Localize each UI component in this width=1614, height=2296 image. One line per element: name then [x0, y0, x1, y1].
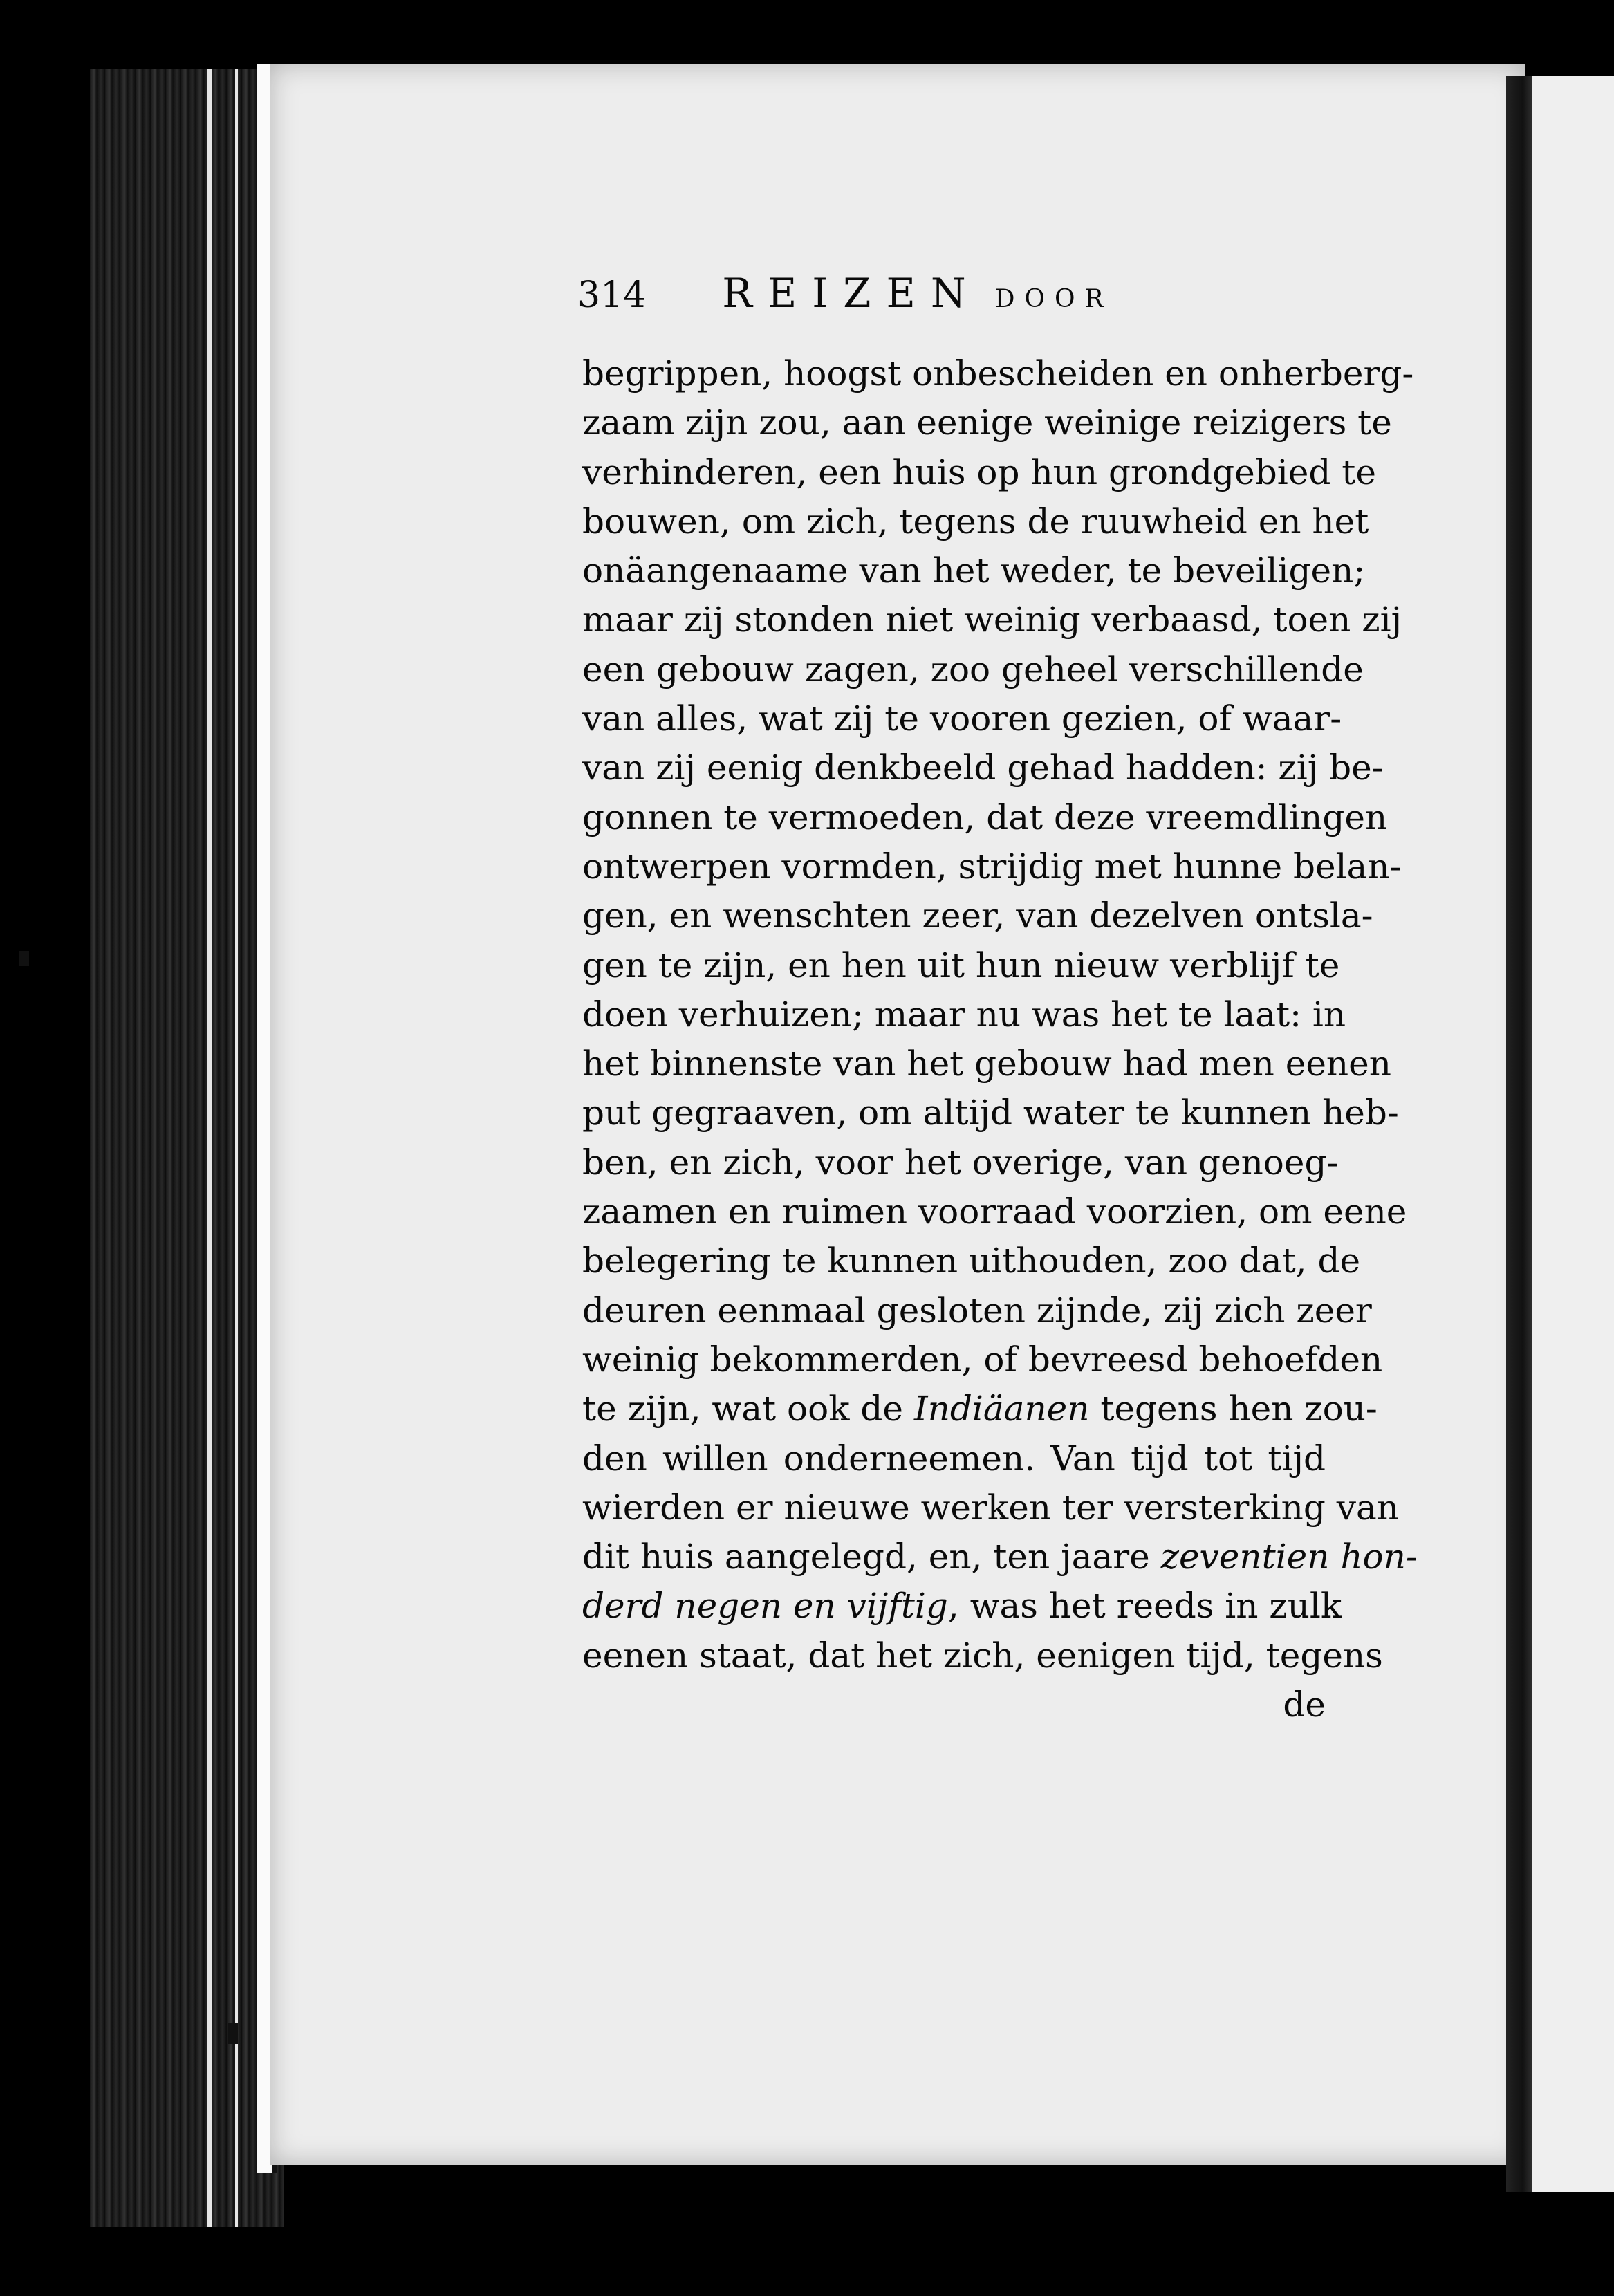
- book-page-edges: [90, 69, 284, 2227]
- text-segment: eenen staat, dat het zich, eenigen tijd, tegens: [582, 1635, 1383, 1676]
- running-title: REIZEN: [722, 270, 981, 317]
- text-segment: onäangenaame van het weder, te beveiligen;: [582, 550, 1366, 591]
- text-line: [582, 349, 1414, 398]
- text-line: [582, 1434, 1326, 1483]
- text-segment: belegering te kunnen uithouden, zoo dat, de: [582, 1241, 1361, 1281]
- text-segment: verhinderen, een huis op hun grondgebied te: [582, 452, 1376, 492]
- scan-speck: [19, 951, 29, 966]
- text-line: [582, 793, 1388, 842]
- text-segment: zaam zijn zou, aan eenige weinige reizigers te: [582, 402, 1392, 443]
- running-header: [577, 270, 1324, 325]
- text-line: [582, 645, 1364, 694]
- text-segment: deuren eenmaal gesloten zijnde, zij zich zeer: [582, 1290, 1372, 1331]
- text-line: [582, 1138, 1339, 1187]
- text-line: [582, 1582, 1342, 1631]
- text-segment: te zijn, wat ook de: [582, 1389, 914, 1429]
- text-line: [582, 1385, 1378, 1434]
- text-segment: gonnen te vermoeden, dat deze vreemdlingen: [582, 797, 1388, 837]
- text-line: [582, 448, 1376, 497]
- text-line: [582, 497, 1369, 546]
- text-segment: ontwerpen vormden, strijdig met hunne belan-: [582, 846, 1402, 887]
- text-segment: zaamen en ruimen voorraad voorzien, om eene: [582, 1192, 1407, 1232]
- text-line: [582, 1039, 1391, 1089]
- text-line: [582, 941, 1340, 990]
- body-text: [582, 349, 1418, 1730]
- text-line: [582, 743, 1384, 793]
- text-line: [582, 1631, 1383, 1681]
- text-line: [582, 1286, 1372, 1335]
- text-line: [582, 398, 1392, 447]
- text-segment: ben, en zich, voor het overige, van genoeg-: [582, 1142, 1339, 1183]
- text-line: [582, 1237, 1361, 1286]
- text-line: [582, 546, 1366, 595]
- italic-text-segment: Indiäanen: [913, 1389, 1090, 1429]
- text-line: [582, 1335, 1383, 1385]
- catchword: de: [1283, 1685, 1326, 1725]
- text-line: [582, 891, 1373, 941]
- text-segment: put gegraaven, om altijd water te kunnen heb-: [582, 1093, 1399, 1133]
- text-segment: gen te zijn, en hen uit hun nieuw verblijf te: [582, 945, 1340, 985]
- text-line: [582, 595, 1402, 645]
- text-line: [582, 842, 1402, 891]
- text-segment: doen verhuizen; maar nu was het te laat: in: [582, 994, 1346, 1035]
- text-segment: dit huis aangelegd, en, ten jaare: [582, 1537, 1161, 1577]
- text-line: [582, 1483, 1400, 1533]
- italic-text-segment: zeventien hon-: [1160, 1537, 1418, 1577]
- text-segment: begrippen, hoogst onbescheiden en onherberg-: [582, 353, 1414, 394]
- text-line: [582, 1533, 1418, 1582]
- text-line: [582, 1089, 1399, 1138]
- text-line: [582, 990, 1346, 1039]
- text-segment: tegens hen zou-: [1089, 1389, 1378, 1429]
- running-subtitle: DOOR: [994, 285, 1113, 313]
- text-segment: het binnenste van het gebouw had men eenen: [582, 1044, 1391, 1084]
- page-number: 314: [577, 275, 647, 316]
- scan-speck: [228, 2023, 238, 2044]
- text-segment: , was het reeds in zulk: [947, 1586, 1342, 1627]
- text-segment: weinig bekommerden, of bevreesd behoefden: [582, 1339, 1383, 1380]
- text-segment: gen, en wenschten zeer, van dezelven ontsla-: [582, 896, 1373, 936]
- text-segment: een gebouw zagen, zoo geheel verschillende: [582, 649, 1364, 689]
- page-edge-line: [235, 69, 238, 2227]
- text-segment: wierden er nieuwe werken ter versterking van: [582, 1487, 1400, 1528]
- text-line: [582, 1187, 1407, 1237]
- text-segment: maar zij stonden niet weinig verbaasd, toen zij: [582, 600, 1402, 640]
- facing-page: [1532, 76, 1614, 2192]
- text-segment: den willen onderneemen. Van tijd tot tijd: [582, 1438, 1326, 1479]
- text-line: [582, 694, 1342, 743]
- italic-text-segment: derd negen en vijftig: [582, 1586, 948, 1627]
- text-segment: van zij eenig denkbeeld gehad hadden: zij be-: [582, 748, 1384, 788]
- book-gutter: [1506, 76, 1534, 2192]
- text-segment: van alles, wat zij te vooren gezien, of waar-: [582, 698, 1342, 739]
- page-edge-line: [207, 69, 212, 2227]
- text-segment: bouwen, om zich, tegens de ruuwheid en het: [582, 501, 1369, 541]
